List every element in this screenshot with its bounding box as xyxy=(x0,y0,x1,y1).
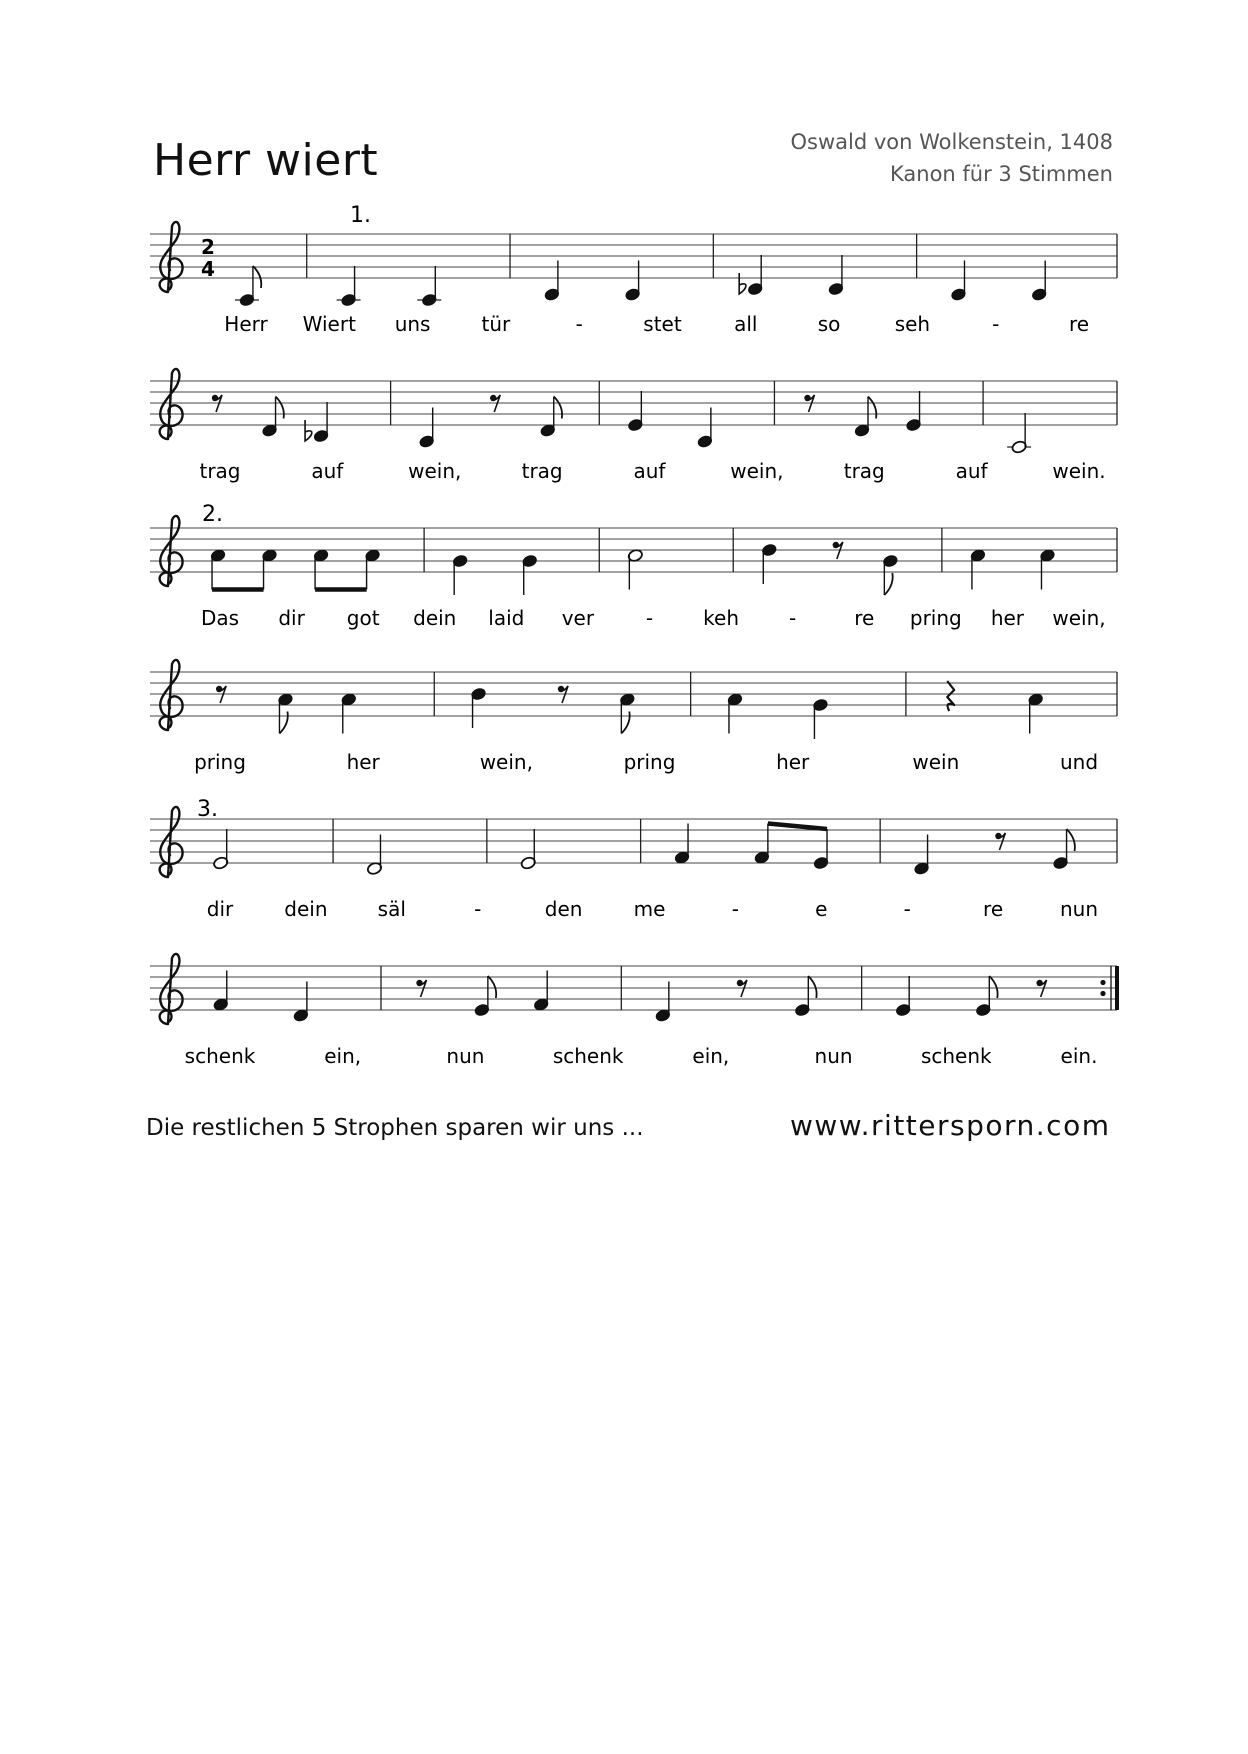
flat-sign xyxy=(305,420,312,441)
lyric-syllable: auf xyxy=(311,459,344,483)
lyric-syllable: e xyxy=(815,897,828,921)
note-flag xyxy=(554,397,562,419)
note-flag xyxy=(488,976,496,998)
lyric-syllable: tür xyxy=(481,312,511,336)
note-flag xyxy=(621,712,629,734)
lyric-syllable: pring xyxy=(909,606,962,630)
footer-note: Die restlichen 5 Strophen sparen wir uns ... xyxy=(146,1115,644,1141)
lyric-syllable: all xyxy=(734,312,758,336)
lyric-syllable: Das xyxy=(200,606,240,630)
website-link[interactable]: www.rittersporn.com xyxy=(790,1109,1111,1142)
lyric-syllable: dein xyxy=(284,897,328,921)
lyric-syllable: - xyxy=(789,606,797,630)
note-flag xyxy=(884,573,892,595)
lyric-syllable: dir xyxy=(206,897,234,921)
lyric-syllable: trag xyxy=(199,459,241,483)
time-signature-bottom: 4 xyxy=(201,257,215,281)
composer-credit: Oswald von Wolkenstein, 1408 xyxy=(790,130,1113,154)
lyric-syllable: säl xyxy=(377,897,406,921)
canon-subtitle: Kanon für 3 Stimmen xyxy=(889,162,1113,186)
lyric-syllable: - xyxy=(731,897,740,921)
lyric-syllable: trag xyxy=(521,459,563,483)
lyric-syllable: trag xyxy=(843,459,885,483)
lyric-syllable: schenk xyxy=(184,1044,256,1068)
lyric-syllable: laid xyxy=(488,606,525,630)
lyric-syllable: den xyxy=(544,897,583,921)
note-flag xyxy=(253,266,261,288)
lyric-syllable: so xyxy=(817,312,841,336)
time-signature-top: 2 xyxy=(201,235,215,259)
staff-system xyxy=(150,954,1117,1068)
lyric-syllable: und xyxy=(1059,750,1099,774)
lyric-syllable: - xyxy=(903,897,911,921)
lyric-syllable: stet xyxy=(643,312,682,336)
lyric-syllable: ein, xyxy=(692,1044,730,1068)
lyric-syllable: ein, xyxy=(324,1044,362,1068)
lyric-syllable: Wiert xyxy=(302,312,356,336)
repeat-dot xyxy=(1100,980,1105,985)
lyric-syllable: dein xyxy=(413,606,457,630)
lyric-syllable: - xyxy=(645,606,654,630)
lyric-syllable: re xyxy=(983,897,1004,921)
treble-clef-icon xyxy=(160,369,183,439)
voice-entry-number: 1. xyxy=(350,203,371,228)
note-flag xyxy=(868,397,876,419)
lyric-syllable: wein. xyxy=(1052,459,1106,483)
staff-system xyxy=(150,369,1117,483)
lyric-syllable: - xyxy=(474,897,482,921)
staff-system xyxy=(150,660,1117,774)
treble-clef-icon xyxy=(160,660,183,730)
treble-clef-icon xyxy=(160,222,183,292)
lyric-syllable: wein xyxy=(912,750,960,774)
lyric-syllable: wein, xyxy=(479,750,533,774)
lyric-syllable: her xyxy=(346,750,380,774)
lyric-syllable: her xyxy=(776,750,810,774)
note-flag xyxy=(279,712,287,734)
lyric-syllable: me xyxy=(633,897,666,921)
treble-clef-icon xyxy=(160,954,183,1024)
beam xyxy=(768,824,827,830)
lyric-syllable: pring xyxy=(194,750,246,774)
lyric-syllable: wein, xyxy=(730,459,784,483)
lyric-syllable: keh xyxy=(703,606,740,630)
lyric-syllable: nun xyxy=(814,1044,853,1068)
treble-clef-icon xyxy=(160,516,183,586)
staff-system xyxy=(150,797,1117,921)
lyric-syllable: dir xyxy=(278,606,305,630)
lyric-syllable: Herr xyxy=(224,312,268,336)
note-flag xyxy=(1067,829,1075,851)
lyric-syllable: ver xyxy=(561,606,595,630)
staff-system xyxy=(150,502,1117,630)
lyric-syllable: nun xyxy=(1059,897,1099,921)
lyric-syllable: - xyxy=(575,312,583,336)
lyric-syllable: wein, xyxy=(1052,606,1106,630)
lyric-syllable: pring xyxy=(623,750,676,774)
treble-clef-icon xyxy=(160,807,183,877)
note-flag xyxy=(276,397,284,419)
lyric-syllable: schenk xyxy=(552,1044,624,1068)
song-title: Herr wiert xyxy=(153,135,379,186)
quarter-rest xyxy=(947,681,954,711)
note-flag xyxy=(989,976,997,998)
lyric-syllable: wein, xyxy=(408,459,462,483)
lyric-syllable: schenk xyxy=(920,1044,992,1068)
lyric-syllable: her xyxy=(990,606,1025,630)
voice-entry-number: 3. xyxy=(197,797,218,822)
lyric-syllable: - xyxy=(992,312,1000,336)
lyric-syllable: ein. xyxy=(1060,1044,1098,1068)
voice-entry-number: 2. xyxy=(202,502,223,527)
flat-sign xyxy=(739,273,746,294)
staff-system xyxy=(150,203,1117,336)
lyric-syllable: got xyxy=(346,606,380,630)
lyric-syllable: auf xyxy=(633,459,666,483)
lyric-syllable: re xyxy=(1068,312,1090,336)
note-flag xyxy=(808,976,816,998)
lyric-syllable: auf xyxy=(955,459,988,483)
lyric-syllable: uns xyxy=(394,312,431,336)
lyric-syllable: nun xyxy=(446,1044,485,1068)
repeat-dot xyxy=(1100,991,1105,996)
lyric-syllable: seh xyxy=(894,312,931,336)
lyric-syllable: re xyxy=(854,606,875,630)
